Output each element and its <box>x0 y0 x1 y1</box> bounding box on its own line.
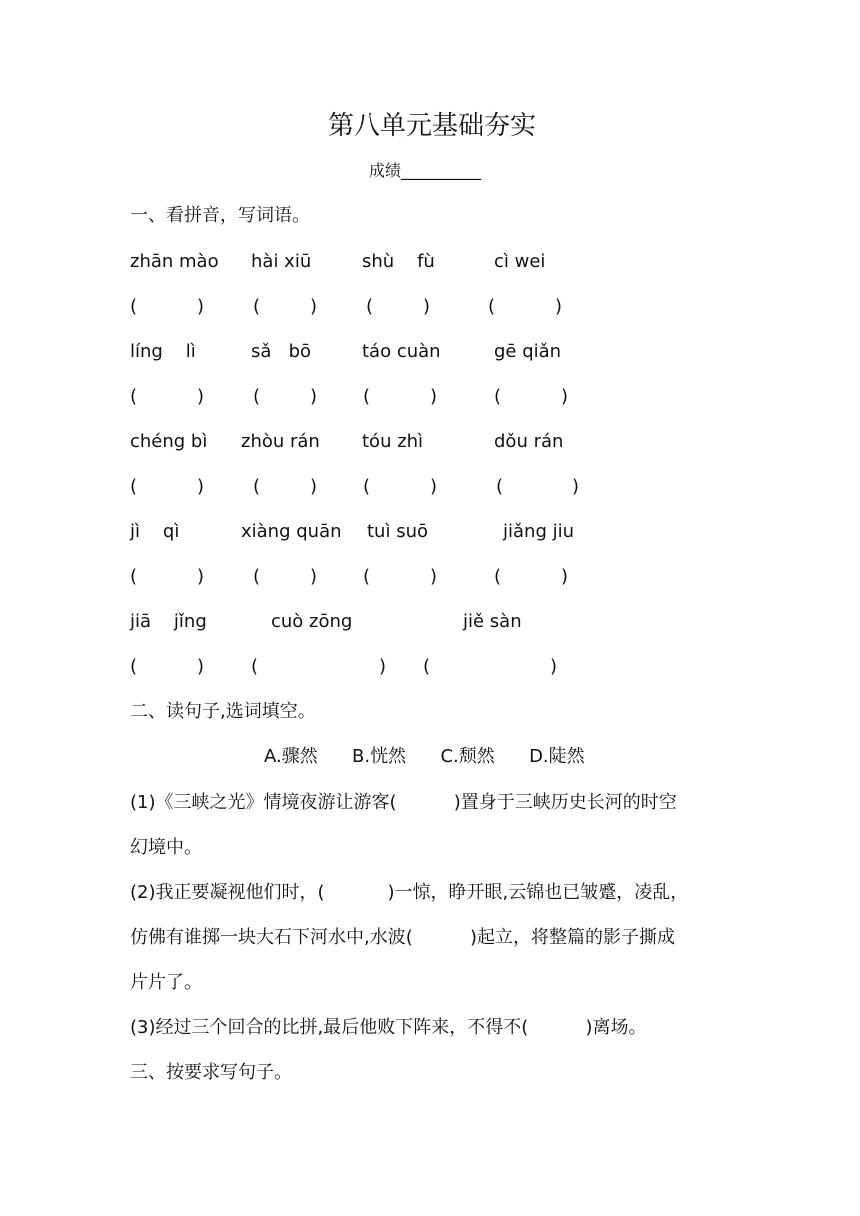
question-2-line-3: 片片了。 <box>130 972 202 993</box>
answer-blank-open: ( <box>130 566 138 587</box>
answer-blank-open: ( <box>253 476 261 497</box>
pinyin-2-3: táo cuàn <box>362 341 441 362</box>
pinyin-2-1: líng lì <box>130 341 196 362</box>
answer-blank-close: ) <box>310 566 318 587</box>
pinyin-5-2: cuò zōng <box>271 611 353 632</box>
answer-blank-open: ( <box>130 386 138 407</box>
answer-blank-close: ) <box>197 566 205 587</box>
answer-blank-open: ( <box>423 656 431 677</box>
pinyin-3-1: chéng bì <box>130 431 208 452</box>
pinyin-3-3: tóu zhì <box>362 431 424 452</box>
answer-blank-open: ( <box>494 386 502 407</box>
question-1-line-2: 幻境中。 <box>130 837 202 858</box>
section-3-heading: 三、按要求写句子。 <box>130 1062 292 1083</box>
word-options: A.骤然 B.恍然 C.颓然 D.陡然 <box>264 746 585 767</box>
pinyin-1-1: zhān mào <box>130 251 219 272</box>
answer-blank-close: ) <box>430 566 438 587</box>
answer-blank-open: ( <box>363 476 371 497</box>
answer-blank-open: ( <box>251 656 259 677</box>
answer-blank-open: ( <box>363 386 371 407</box>
answer-blank-close: ) <box>310 296 318 317</box>
score-field: 成绩__________ <box>369 161 482 180</box>
answer-blank-open: ( <box>363 566 371 587</box>
answer-blank-open: ( <box>253 386 261 407</box>
answer-blank-close: ) <box>197 386 205 407</box>
answer-blank-open: ( <box>130 476 138 497</box>
pinyin-2-4: gē qiǎn <box>494 341 562 362</box>
section-1-heading: 一、看拼音，写词语。 <box>130 205 310 226</box>
answer-blank-open: ( <box>130 296 138 317</box>
answer-blank-close: ) <box>561 386 569 407</box>
answer-blank-close: ) <box>197 296 205 317</box>
pinyin-4-2: xiàng quān <box>241 521 342 542</box>
answer-blank-close: ) <box>550 656 558 677</box>
section-2-heading: 二、读句子,选词填空。 <box>130 701 316 722</box>
answer-blank-close: ) <box>379 656 387 677</box>
answer-blank-close: ) <box>197 476 205 497</box>
question-2-line-2: 仿佛有谁掷一块大石下河水中,水波( )起立，将整篇的影子撕成 <box>130 927 675 948</box>
pinyin-1-2: hài xiū <box>251 251 312 272</box>
answer-blank-close: ) <box>555 296 563 317</box>
answer-blank-open: ( <box>130 656 138 677</box>
answer-blank-close: ) <box>572 476 580 497</box>
answer-blank-open: ( <box>253 296 261 317</box>
page-title: 第八单元基础夯实 <box>328 111 537 141</box>
pinyin-3-4: dǒu rán <box>494 431 564 452</box>
answer-blank-close: ) <box>430 386 438 407</box>
answer-blank-open: ( <box>496 476 504 497</box>
pinyin-4-3: tuì suō <box>367 521 428 542</box>
answer-blank-close: ) <box>197 656 205 677</box>
question-3-line-1: (3)经过三个回合的比拼,最后他败下阵来，不得不( )离场。 <box>130 1017 647 1038</box>
pinyin-4-1: jì qì <box>130 521 180 542</box>
answer-blank-close: ) <box>423 296 431 317</box>
pinyin-4-4: jiǎng jiu <box>503 521 574 542</box>
question-1-line-1: (1)《三峡之光》情境夜游让游客( )置身于三峡历史长河的时空 <box>130 792 677 813</box>
pinyin-5-3: jiě sàn <box>463 611 522 632</box>
answer-blank-close: ) <box>430 476 438 497</box>
answer-blank-open: ( <box>488 296 496 317</box>
question-2-line-1: (2)我正要凝视他们时，( )一惊，睁开眼,云锦也已皱蹙，凌乱， <box>130 882 689 903</box>
pinyin-2-2: sǎ bō <box>251 341 312 362</box>
answer-blank-close: ) <box>310 386 318 407</box>
answer-blank-close: ) <box>310 476 318 497</box>
answer-blank-open: ( <box>494 566 502 587</box>
answer-blank-open: ( <box>253 566 261 587</box>
pinyin-1-3: shù fù <box>362 251 435 272</box>
answer-blank-close: ) <box>561 566 569 587</box>
pinyin-5-1: jiā jǐng <box>130 611 207 632</box>
answer-blank-open: ( <box>366 296 374 317</box>
pinyin-1-4: cì wei <box>494 251 546 272</box>
pinyin-3-2: zhòu rán <box>241 431 320 452</box>
